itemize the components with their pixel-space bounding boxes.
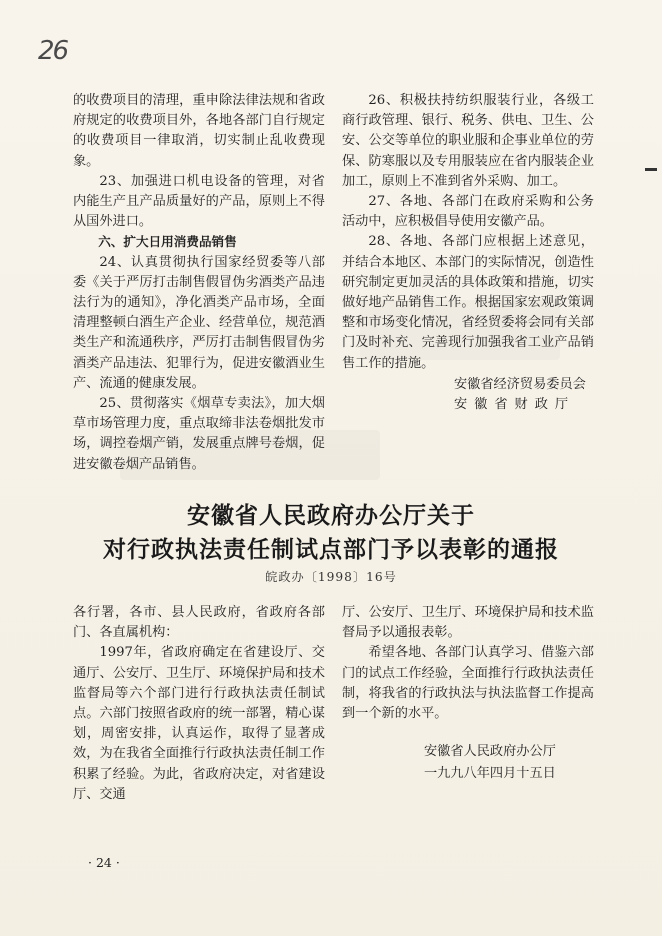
right-column-lower [342, 603, 594, 724]
item-24: 24、认真贯彻执行国家经贸委等八部委《关于严厉打击制售假冒伪劣酒类产品违法行为的通知》，净化酒类产品市场，全面清理整顿白酒生产企业、经营单位，规范酒类生产和流通秩序，严厉打击制售假冒伪劣酒类产品违法、犯罪行为，促进安徽酒业生产、流通的健康发展。 [73, 254, 325, 391]
salutation: 各行署，各市、县人民政府，省政府各部门、各直属机构： [73, 605, 325, 641]
edge-mark [645, 168, 657, 171]
left-column-lower [73, 603, 325, 805]
signature-finance-department: 安徽省财政厅 [454, 397, 576, 412]
notice-title-line-2: 对行政执法责任制试点部门予以表彰的通报 [103, 537, 559, 563]
item-26: 26、积极扶持纺织服装行业，各级工商行政管理、银行、税务、供电、卫生、公安、公交等单位的职业服和企事业单位的劳保、防寒服以及专用服装应在省内服装企业加工，原则上不准到省外采购、加工。 [342, 93, 594, 189]
notice-body-continuation: 厅、公安厅、卫生厅、环境保护局和技术监督局予以通报表彰。 [342, 605, 594, 641]
signature-economic-commission: 安徽省经济贸易委员会 [454, 377, 586, 392]
paragraph-continuation: 的收费项目的清理，重申除法律法规和省政府规定的收费项目外，各地各部门自行规定的收费项目一律取消，切实制止乱收费现象。 [73, 93, 325, 169]
right-column-upper [342, 91, 594, 374]
item-23: 23、加强进口机电设备的管理，对省内能生产且产品质量好的产品，原则上不得从国外进口。 [73, 173, 325, 230]
item-25: 25、贯彻落实《烟草专卖法》，加大烟草市场管理力度，重点取缔非法卷烟批发市场，调控卷烟产销，发展重点牌号卷烟，促进安徽卷烟产品销售。 [73, 396, 325, 472]
handwritten-page-mark: 26 [38, 36, 68, 66]
notice-body-paragraph-1: 1997年，省政府确定在省建设厅、交通厅、公安厅、卫生厅、环境保护局和技术监督局等六个部门进行行政执法责任制试点。六部门按照省政府的统一部署，精心谋划，周密安排，认真运作，取得了显著成效，为在我省全面推行行政执法责任制工作积累了经验。为此，省政府决定，对省建设厅、交通 [73, 645, 325, 802]
item-28: 28、各地、各部门应根据上述意见，并结合本地区、本部门的实际情况，创造性研究制定更加灵活的具体政策和措施，切实做好地产品销售工作。根据国家宏观政策调整和市场变化情况，省经贸委将会同有关部门及时补充、完善现行加强我省工业产品销售工作的措施。 [342, 234, 594, 371]
item-27: 27、各地、各部门在政府采购和公务活动中，应积极倡导使用安徽产品。 [342, 194, 594, 230]
page-number: · 24 · [88, 855, 120, 870]
signature-general-office: 安徽省人民政府办公厅 [424, 744, 556, 759]
notice-title-line-1: 安徽省人民政府办公厅关于 [187, 503, 475, 529]
notice-body-paragraph-2: 希望各地、各部门认真学习、借鉴六部门的试点工作经验，全面推行行政执法责任制，将我省的行政执法与执法监督工作提高到一个新的水平。 [342, 645, 594, 722]
section-heading-6: 六、扩大日用消费品销售 [98, 234, 237, 250]
left-column-upper [73, 91, 325, 475]
notice-date: 一九九八年四月十五日 [424, 766, 556, 781]
document-number: 皖政办〔1998〕16号 [265, 570, 397, 584]
